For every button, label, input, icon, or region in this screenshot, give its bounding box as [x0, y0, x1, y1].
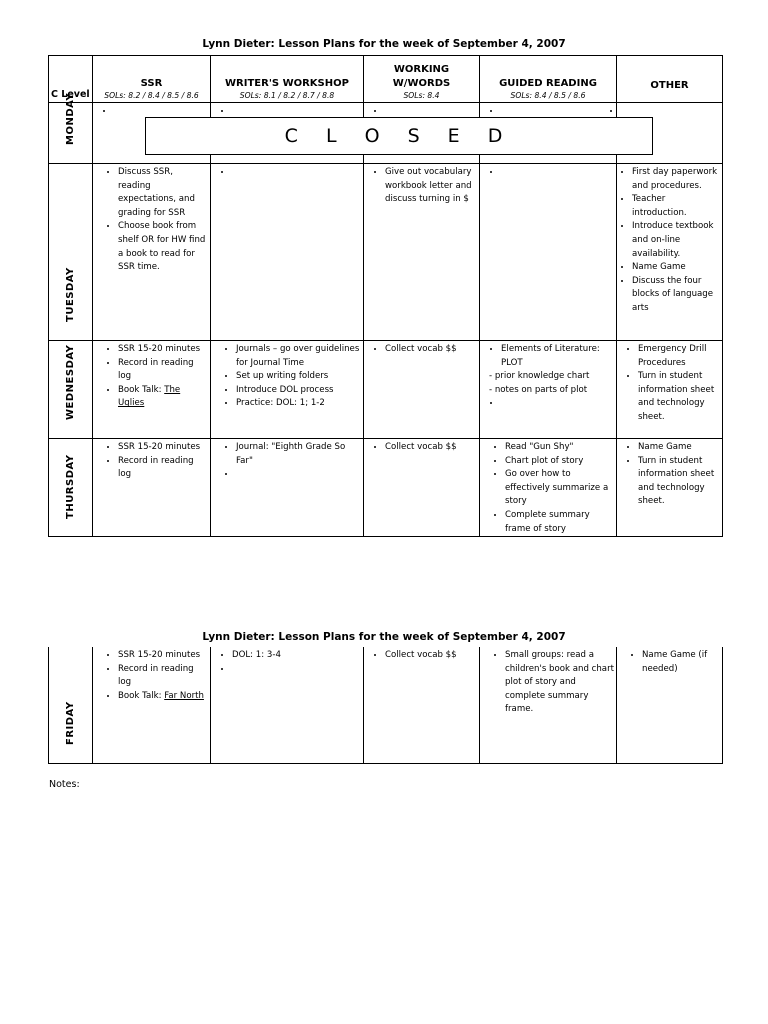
c-level-header: C Level [49, 56, 93, 103]
gr-sub-item: - prior knowledge chart [489, 371, 590, 382]
list-item: • DOL: 1: 3-4 [232, 649, 361, 663]
list-item: • Name Game (if needed) [642, 649, 720, 676]
friday-ssr-cell [93, 647, 211, 763]
list-item: • Elements of Literature: PLOT [501, 343, 614, 370]
book-talk-title: Far North [164, 690, 204, 701]
working-words-header-line1: WORKING [393, 64, 450, 75]
list-item: • Collect vocab $$ [385, 441, 477, 455]
tuesday-label: TUESDAY [49, 164, 93, 341]
notes-label: Notes: [49, 779, 80, 790]
wednesday-guided-reading-cell [480, 341, 617, 439]
list-item: • Collect vocab $$ [385, 649, 477, 663]
list-item: • Name Game [632, 261, 720, 275]
list-item [236, 468, 361, 482]
thursday-label: THURSDAY [49, 439, 93, 537]
list-item: • Set up writing folders [236, 370, 361, 384]
list-item: • SSR 15-20 minutes [118, 441, 208, 455]
list-item: • Turn in student information sheet and technology sheet. [638, 455, 720, 509]
list-item: • First day paperwork and procedures. [632, 166, 720, 193]
writers-workshop-header [211, 56, 364, 103]
list-item: • Give out vocabulary workbook letter and discuss turning in $ [385, 166, 477, 207]
list-item: • Discuss the four blocks of language arts [632, 275, 720, 316]
list-item: • Introduce textbook and on-line availability. [632, 220, 720, 261]
friday-label: FRIDAY [49, 647, 93, 763]
monday-closed-banner: C L O S E D [145, 117, 653, 155]
list-item: • Small groups: read a children's book and chart plot of story and complete summary frame. [505, 649, 614, 717]
list-item: • Read "Gun Shy" [505, 441, 614, 455]
tuesday-guided-reading-cell [480, 164, 617, 341]
list-item: • SSR 15-20 minutes [118, 343, 208, 357]
list-item [232, 166, 361, 180]
list-item: • Complete summary frame of story [505, 509, 614, 536]
other-header-name: OTHER [650, 80, 689, 92]
tuesday-other-cell [617, 164, 723, 341]
list-item [118, 690, 208, 704]
page-title-2: Lynn Dieter: Lesson Plans for the week of September 4, 2007 [202, 631, 566, 643]
writers-workshop-header-name: WRITER'S WORKSHOP [225, 77, 349, 89]
list-item: • Record in reading log [118, 663, 208, 690]
ssr-header [93, 56, 211, 103]
book-talk-label: Book Talk: [118, 384, 165, 395]
list-item: • Choose book from shelf OR for HW find a book to read for SSR time. [118, 220, 208, 274]
thursday-row [49, 439, 723, 537]
list-item: • Record in reading log [118, 455, 208, 482]
list-item: • Journal: "Eighth Grade So Far" [236, 441, 361, 468]
list-item: • Chart plot of story [505, 455, 614, 469]
list-item [501, 166, 614, 180]
tuesday-writers-workshop-cell [211, 164, 364, 341]
list-item [232, 663, 361, 677]
list-item: • Discuss SSR, reading expectations, and grading for SSR [118, 166, 208, 220]
header-row [49, 56, 723, 103]
thursday-ssr-cell [93, 439, 211, 537]
guided-reading-header-name: GUIDED READING [499, 77, 597, 89]
friday-writers-workshop-cell [211, 647, 364, 763]
list-item: • Name Game [638, 441, 720, 455]
friday-working-words-cell [364, 647, 480, 763]
tuesday-ssr-cell [93, 164, 211, 341]
list-item: • Journals – go over guidelines for Journal Time [236, 343, 361, 370]
working-words-header-line2: W/WORDS [392, 77, 451, 89]
thursday-other-cell [617, 439, 723, 537]
list-item: • Turn in student information sheet and technology sheet. [638, 370, 720, 424]
friday-guided-reading-cell [480, 647, 617, 763]
tuesday-working-words-cell [364, 164, 480, 341]
wednesday-label: WEDNESDAY [49, 341, 93, 439]
ssr-header-sols: SOLs: 8.2 / 8.4 / 8.5 / 8.6 [104, 91, 199, 100]
writers-workshop-header-sols: SOLs: 8.1 / 8.2 / 8.7 / 8.8 [239, 91, 335, 100]
friday-table [48, 647, 723, 764]
page-title: Lynn Dieter: Lesson Plans for the week of September 4, 2007 [202, 38, 566, 50]
ssr-header-name: SSR [140, 77, 163, 89]
gr-sub-item: - notes on parts of plot [489, 384, 588, 395]
guided-reading-header [480, 56, 617, 103]
book-talk-title: The Uglies [118, 384, 181, 409]
other-header [617, 56, 723, 103]
wednesday-other-cell [617, 341, 723, 439]
thursday-working-words-cell [364, 439, 480, 537]
list-item: • Introduce DOL process [236, 384, 361, 398]
wednesday-ssr-cell [93, 341, 211, 439]
guided-reading-header-sols: SOLs: 8.4 / 8.5 / 8.6 [510, 91, 586, 100]
wednesday-working-words-cell [364, 341, 480, 439]
list-item: • Emergency Drill Procedures [638, 343, 720, 370]
tuesday-row [49, 164, 723, 341]
friday-row [49, 647, 723, 763]
list-item: • Go over how to effectively summarize a story [505, 468, 614, 509]
wednesday-row [49, 341, 723, 439]
working-words-header-sols: SOLs: 8.4 [403, 91, 440, 100]
list-item: • Record in reading log [118, 357, 208, 384]
book-talk-label: Book Talk: [118, 690, 165, 701]
monday-label: MONDAY [49, 103, 93, 164]
list-item: • Teacher introduction. [632, 193, 720, 220]
list-item [118, 384, 208, 411]
friday-other-cell [617, 647, 723, 763]
wednesday-writers-workshop-cell [211, 341, 364, 439]
list-item: • Practice: DOL: 1; 1-2 [236, 397, 361, 411]
thursday-writers-workshop-cell [211, 439, 364, 537]
list-item: • Collect vocab $$ [385, 343, 477, 357]
thursday-guided-reading-cell [480, 439, 617, 537]
list-item: • SSR 15-20 minutes [118, 649, 208, 663]
working-words-header [364, 56, 480, 103]
